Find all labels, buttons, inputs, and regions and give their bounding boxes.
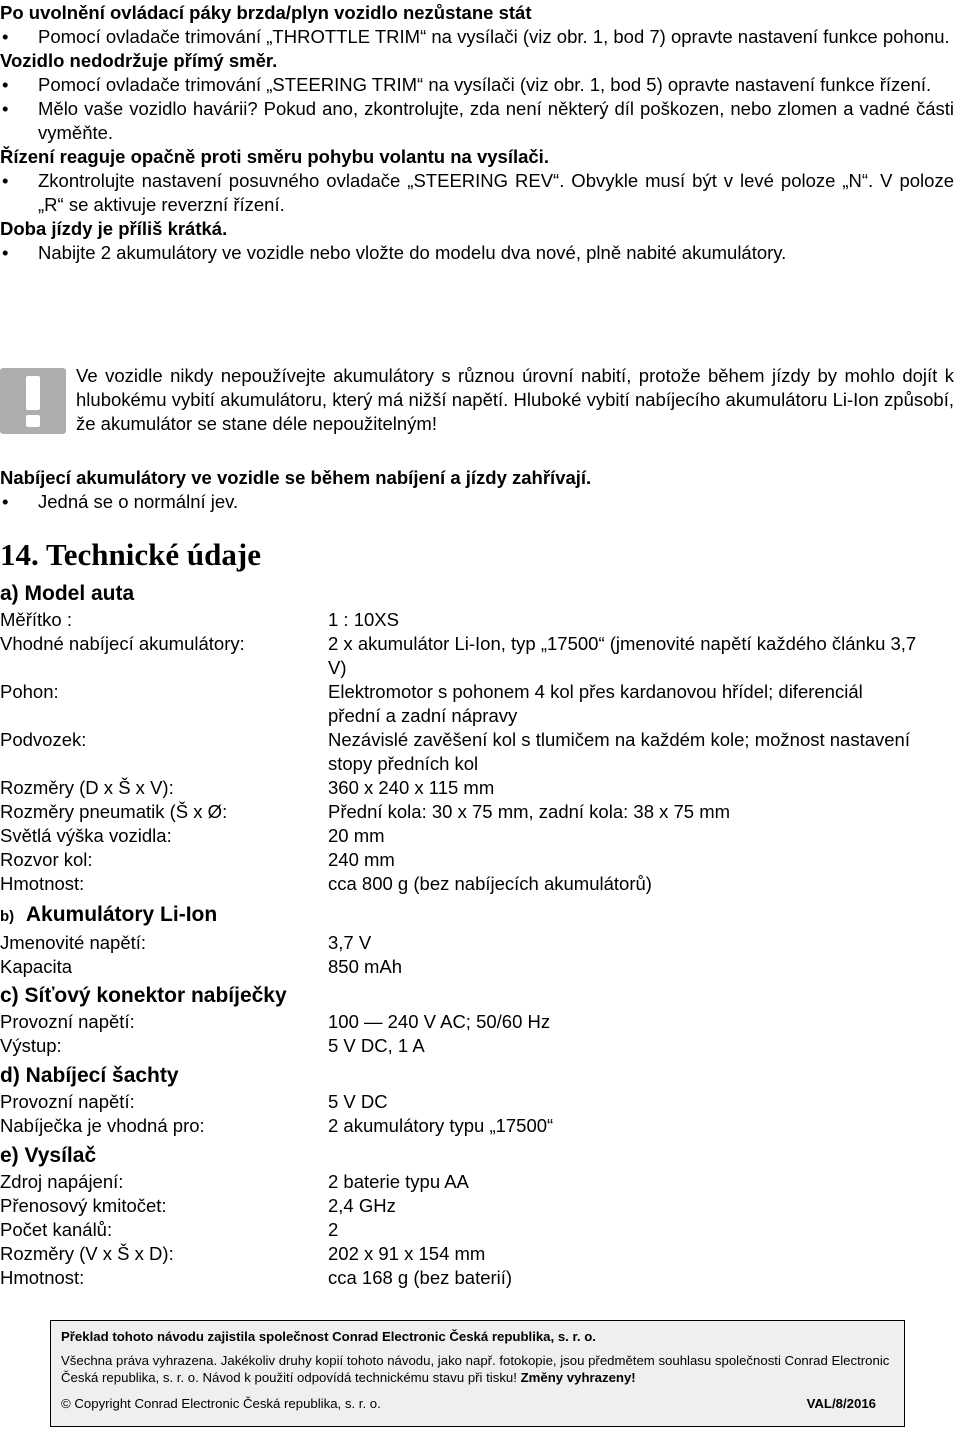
- bullet-icon: •: [2, 170, 9, 191]
- list-item: [0, 490, 960, 514]
- spec-value: 850 mAh: [328, 956, 403, 977]
- spec-key: Vhodné nabíjecí akumulátory:: [0, 633, 245, 654]
- spec-section-transmitter: [0, 1142, 960, 1290]
- list-item-text: Mělo vaše vozidlo havárii? Pokud ano, zkontrolujte, zda není některý díl poškozen, nebo zlomen a vadné části vyměňte.: [38, 98, 954, 143]
- spec-section-battery: [0, 901, 960, 979]
- spec-row: [0, 824, 960, 848]
- spec-row: [0, 776, 960, 800]
- spec-key: Podvozek:: [0, 729, 87, 750]
- rights-note: [61, 1352, 894, 1386]
- spec-key: Zdroj napájení:: [0, 1171, 124, 1192]
- spec-key: Přenosový kmitočet:: [0, 1195, 167, 1216]
- document-code: VAL/8/2016: [806, 1396, 876, 1411]
- spec-key: Hmotnost:: [0, 873, 85, 894]
- issue-heading-brake: Po uvolnění ovládací páky brzda/plyn vozidlo nezůstane stát: [0, 2, 532, 23]
- section-label: Akumulátory Li-Ion: [25, 903, 218, 926]
- spec-key: Rozměry (V x Š x D):: [0, 1243, 174, 1264]
- rights-text: Všechna práva vyhrazena. Jakékoliv druhy kopií tohoto návodu, jako např. fotokopie, jsou předmětem souhlasu společnosti Conrad Electronic Česká republika, s. r. o. Návod k použití odpovídá technickému stavu při tisku!: [61, 1353, 890, 1385]
- list-item-text: Pomocí ovladače trimování „STEERING TRIM“ na vysílači (viz obr. 1, bod 5) opravte nastavení funkce řízení.: [38, 74, 932, 95]
- spec-row: [0, 1034, 960, 1058]
- list-item-text: Zkontrolujte nastavení posuvného ovladače „STEERING REV“. Obvykle musí být v levé poloze „N“. V poloze „R“ se aktivuje reverzní řízení.: [38, 170, 954, 215]
- list-item: [0, 241, 960, 265]
- section-heading: a) Model auta: [0, 582, 135, 605]
- page-title: 14. Technické údaje: [0, 537, 261, 572]
- spec-value: Elektromotor s pohonem 4 kol přes kardanovou hřídel; diferenciál přední a zadní nápravy: [328, 681, 863, 726]
- spec-section-charging-slots: [0, 1062, 960, 1138]
- spec-row: [0, 1266, 960, 1290]
- section-heading: d) Nabíjecí šachty: [0, 1064, 179, 1087]
- spec-value: 20 mm: [328, 825, 385, 846]
- spec-row: [0, 800, 960, 824]
- spec-value: 5 V DC, 1 A: [328, 1035, 425, 1056]
- spec-key: Rozvor kol:: [0, 849, 93, 870]
- list-item: [0, 25, 960, 49]
- spec-row: [0, 728, 960, 776]
- list-item-text: Jedná se o normální jev.: [38, 491, 239, 512]
- spec-key: Světlá výška vozidla:: [0, 825, 172, 846]
- list-item-text: Nabijte 2 akumulátory ve vozidle nebo vložte do modelu dva nové, plně nabité akumulátory.: [38, 242, 787, 263]
- list-item-text: Pomocí ovladače trimování „THROTTLE TRIM“ na vysílači (viz obr. 1, bod 7) opravte nastavení funkce pohonu.: [38, 26, 950, 47]
- bullet-icon: •: [2, 74, 9, 95]
- spec-key: Nabíječka je vhodná pro:: [0, 1115, 205, 1136]
- spec-row: [0, 632, 960, 680]
- spec-key: Provozní napětí:: [0, 1011, 135, 1032]
- spec-row: [0, 1170, 960, 1194]
- list-item: [0, 73, 960, 97]
- spec-key: Kapacita: [0, 956, 72, 977]
- spec-value: 2: [328, 1219, 339, 1240]
- warning-text: Ve vozidle nikdy nepoužívejte akumulátory s různou úrovní nabití, protože během jízdy by mohlo dojít k hlubokému vybití akumulátoru, který má nižší napětí. Hluboké vybití nabíjecího akumulátoru Li-Ion způsobí, že akumulátor se stane déle nepoužitelným!: [76, 365, 954, 434]
- spec-key: Jmenovité napětí:: [0, 932, 147, 953]
- spec-section-charger: [0, 982, 960, 1058]
- copyright-text: © Copyright Conrad Electronic Česká republika, s. r. o.: [61, 1396, 381, 1411]
- spec-key: Měřítko :: [0, 609, 72, 630]
- issue-heading-runtime: Doba jízdy je příliš krátká.: [0, 218, 228, 239]
- spec-key: Výstup:: [0, 1035, 62, 1056]
- warning-note: [0, 364, 960, 438]
- section-heading: c) Síťový konektor nabíječky: [0, 984, 287, 1007]
- spec-value: Přední kola: 30 x 75 mm, zadní kola: 38 x 75 mm: [328, 801, 731, 822]
- spec-value: 202 x 91 x 154 mm: [328, 1243, 486, 1264]
- section-heading: [0, 901, 960, 931]
- translation-note: Překlad tohoto návodu zajistila společnost Conrad Electronic Česká republika, s. r. o.: [61, 1329, 596, 1344]
- spec-value: 2 akumulátory typu „17500“: [328, 1115, 554, 1136]
- bullet-icon: •: [2, 98, 9, 119]
- issue-heading-direction: Vozidlo nedodržuje přímý směr.: [0, 50, 278, 71]
- spec-key: Pohon:: [0, 681, 59, 702]
- bullet-icon: •: [2, 26, 9, 47]
- bullet-icon: •: [2, 491, 9, 512]
- spec-row: [0, 1218, 960, 1242]
- spec-row: [0, 1242, 960, 1266]
- bullet-icon: •: [2, 242, 9, 263]
- spec-value: 5 V DC: [328, 1091, 388, 1112]
- spec-value: 3,7 V: [328, 932, 372, 953]
- spec-value: 2 x akumulátor Li-Ion, typ „17500“ (jmenovité napětí každého článku 3,7 V): [328, 633, 917, 678]
- spec-row: [0, 955, 960, 979]
- list-item: [0, 169, 960, 217]
- spec-key: Rozměry (D x Š x V):: [0, 777, 174, 798]
- spec-value: cca 800 g (bez nabíjecích akumulátorů): [328, 873, 652, 894]
- footer-bottom-row: [61, 1395, 894, 1412]
- spec-section-car: [0, 580, 960, 896]
- heating-section: [0, 466, 960, 514]
- spec-row: [0, 1114, 960, 1138]
- section-letter: b): [0, 908, 15, 925]
- spec-key: Provozní napětí:: [0, 1091, 135, 1112]
- list-item: [0, 97, 960, 145]
- section-heading: e) Vysílač: [0, 1144, 97, 1167]
- spec-value: cca 168 g (bez baterií): [328, 1267, 513, 1288]
- exclamation-icon: [0, 368, 66, 434]
- spec-value: 2 baterie typu AA: [328, 1171, 469, 1192]
- spec-value: 100 — 240 V AC; 50/60 Hz: [328, 1011, 551, 1032]
- spec-value: 360 x 240 x 115 mm: [328, 777, 495, 798]
- spec-row: [0, 872, 960, 896]
- spec-row: [0, 848, 960, 872]
- spec-value: 2,4 GHz: [328, 1195, 396, 1216]
- spec-value: 1 : 10XS: [328, 609, 399, 630]
- spec-row: [0, 1194, 960, 1218]
- footer-box: [50, 1320, 905, 1427]
- spec-value: 240 mm: [328, 849, 395, 870]
- spec-row: [0, 931, 960, 955]
- spec-row: [0, 680, 960, 728]
- troubleshooting-section: [0, 1, 960, 265]
- heating-heading: Nabíjecí akumulátory ve vozidle se během nabíjení a jízdy zahřívají.: [0, 467, 592, 488]
- issue-heading-steering: Řízení reaguje opačně proti směru pohybu volantu na vysílači.: [0, 146, 549, 167]
- spec-key: Počet kanálů:: [0, 1219, 113, 1240]
- spec-row: [0, 1090, 960, 1114]
- spec-row: [0, 608, 960, 632]
- spec-row: [0, 1010, 960, 1034]
- spec-key: Hmotnost:: [0, 1267, 85, 1288]
- changes-note: Změny vyhrazeny!: [520, 1370, 636, 1385]
- spec-value: Nezávislé zavěšení kol s tlumičem na každém kole; možnost nastavení stopy předních kol: [328, 729, 910, 774]
- spec-key: Rozměry pneumatik (Š x Ø:: [0, 801, 228, 822]
